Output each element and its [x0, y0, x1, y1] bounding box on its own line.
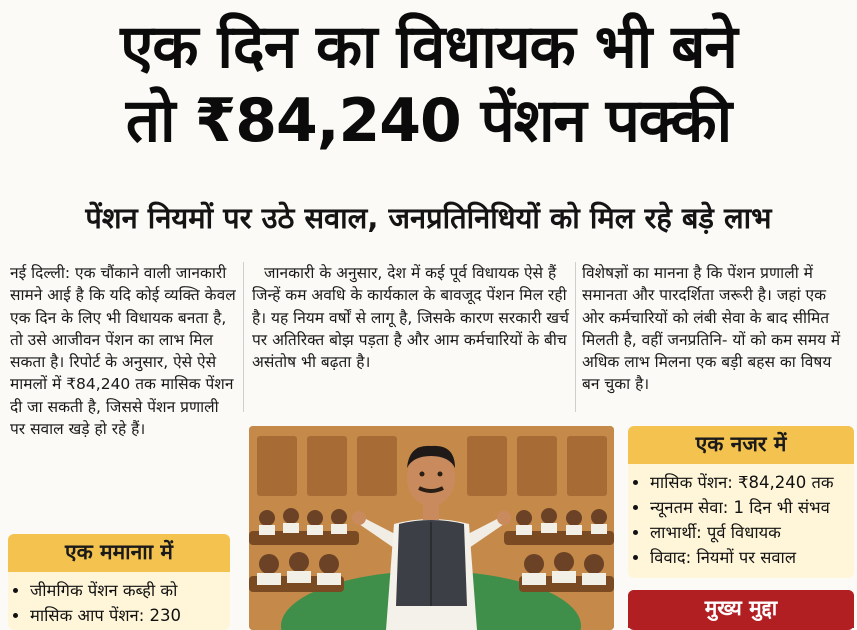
at-a-glance-list: [628, 464, 854, 570]
assembly-illustration-graphic: [249, 426, 614, 630]
info-box-left: [8, 534, 230, 630]
main-issue-box: [628, 590, 854, 630]
subheadline: पेंशन नियमों पर उठे सवाल, जनप्रतिनिधियों को मिल रहे बड़े लाभ: [85, 201, 772, 235]
headline-line-2: तो ₹84,240 पेंशन पक्की: [125, 86, 732, 156]
column-divider: [243, 262, 244, 412]
article-column-3: [582, 262, 852, 396]
column-2-text: जानकारी के अनुसार, देश में कई पूर्व विधायक ऐसे हैं जिन्हें कम अवधि के कार्यकाल के बावजूद पेंशन मिल रही है। यह नियम वर्षों से लागू है, जिसके कारण सरकारी खर्च पर अतिरिक्त बोझ पड़ता है और आम कर्मचारियों के बीच असंतोष भी बढ़ता है।: [252, 264, 569, 372]
info-box-left-title: एक ममानाा में: [8, 534, 230, 572]
main-issue-title: मुख्य मुद्दा: [628, 590, 854, 628]
list-item: • विवाद: नियमों पर सवाल: [650, 545, 848, 570]
list-item: • लाभार्थी: पूर्व विधायक: [650, 520, 848, 545]
info-box-left-list: [8, 572, 230, 628]
headline: [0, 10, 857, 158]
list-item: • न्यूनतम सेवा: 1 दिन भी संभव: [650, 495, 848, 520]
assembly-illustration: [249, 426, 614, 630]
at-a-glance-box: [628, 426, 854, 578]
list-item: • मासिक पेंशन: ₹84,240 तक: [650, 470, 848, 495]
column-divider: [575, 262, 576, 412]
article-column-1: [10, 262, 238, 440]
column-1-text: नई दिल्ली: एक चौंकाने वाली जानकारी सामने आई है कि यदि कोई व्यक्ति केवल एक दिन के लिए भी विधायक बनता है, तो उसे आजीवन पेंशन का लाभ मिल सकता है। रिपोर्ट के अनुसार, ऐसे ऐसे मामलों में ₹84,240 तक मासिक पेंशन दी जा सकती है, जिससे पेंशन प्रणाली पर सवाल खड़े हो रहे हैं।: [10, 264, 236, 439]
list-item: • मासिक आप पेंशन: 230: [30, 603, 224, 628]
headline-line-1: एक दिन का विधायक भी बने: [120, 12, 737, 82]
article-column-2: [252, 262, 572, 373]
at-a-glance-title: एक नजर में: [628, 426, 854, 464]
column-3-text: विशेषज्ञों का मानना है कि पेंशन प्रणाली में समानता और पारदर्शिता जरूरी है। जहां एक ओर कर्मचारियों को लंबी सेवा के बाद सीमित मिलती है, वहीं जनप्रतिनि- यों को कम समय में अधिक लाभ मिलना एक बड़ी बहस का विषय बन चुका है।: [582, 264, 841, 394]
list-item: • जीमगिक पेंशन कब्ही को: [30, 578, 224, 603]
